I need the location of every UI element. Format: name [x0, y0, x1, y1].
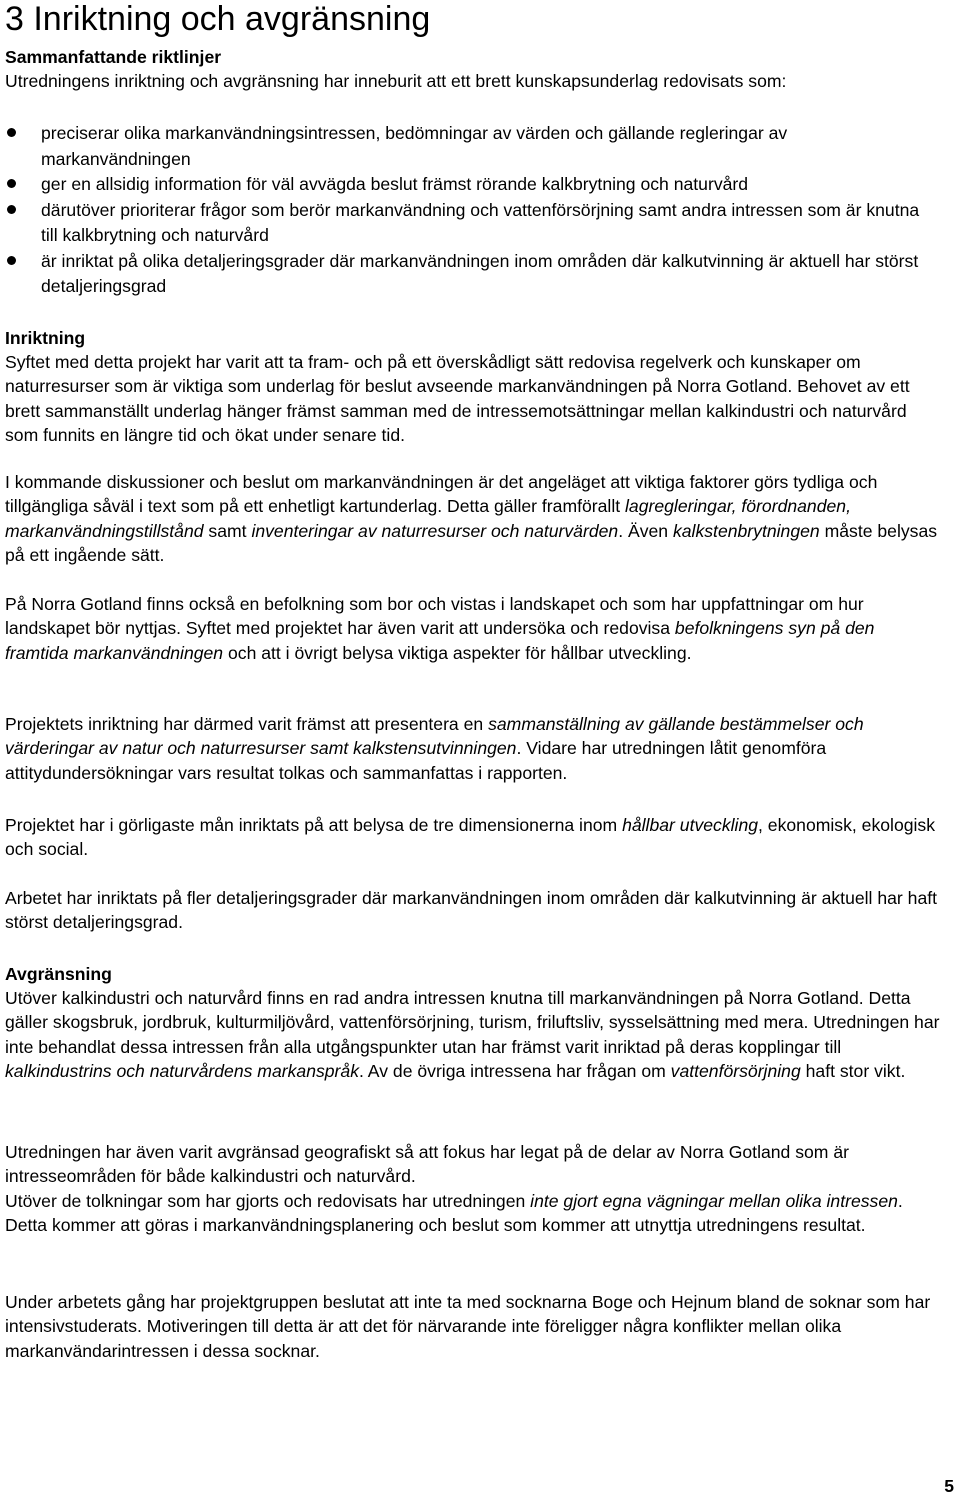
paragraph: Projektet har i görligaste mån inriktats på att belysa de tre dimensionerna inom hållbar utveckling, ekonomisk, ekologisk och social.: [5, 815, 936, 860]
avgransning-heading: Avgränsning: [5, 964, 112, 984]
paragraph-block: [5, 592, 940, 665]
paragraph: På Norra Gotland finns också en befolkning som bor och vistas i landskapet och som har uppfattningar om hur landskapet bör nyttjas. Syftet med projektet har även varit att undersöka och redovisa befolkningens syn på den framtida markanvändningen och att i övrigt belysa viktiga aspekter för hållbar utveckling.: [5, 594, 875, 663]
paragraph: I kommande diskussioner och beslut om markanvändningen är det angeläget att viktiga faktorer görs tydliga och tillgängliga såväl i text som på ett enhetligt kartunderlag. Detta gäller framförallt lagregleringar, förordnanden, markanvändningstillstånd samt inventeringar av naturresurser och naturvärden. Även kalkstenbrytningen måste belysas på ett ingående sätt.: [5, 472, 938, 566]
bullet-icon: [7, 128, 16, 137]
paragraph-block: [5, 886, 940, 935]
bullet-text: ger en allsidig information för väl avvägda beslut främst rörande kalkbrytning och naturvård: [41, 174, 749, 194]
section-title: 3 Inriktning och avgränsning: [5, 0, 431, 38]
inriktning-section: [5, 326, 940, 448]
avgransning-section: [5, 962, 940, 1084]
paragraph: Utredningen har även varit avgränsad geografiskt så att fokus har legat på de delar av Norra Gotland som är intresseområden för både kalkindustri och naturvård.: [5, 1142, 849, 1187]
inriktning-heading: Inriktning: [5, 328, 86, 348]
bullet-text: är inriktat på olika detaljeringsgrader där markanvändningen inom områden där kalkutvinning är aktuell har störst detaljeringsgrad: [41, 250, 919, 296]
paragraph-block: [5, 813, 940, 862]
list-item: [5, 121, 940, 172]
summary-lead: Utredningens inriktning och avgränsning har inneburit att ett brett kunskapsunderlag redovisats som:: [5, 71, 787, 91]
paragraph: Utöver de tolkningar som har gjorts och redovisats har utredningen inte gjort egna vägningar mellan olika intressen. Detta kommer att göras i markanvändningsplanering och beslut som kommer att utnyttja utredningens resultat.: [5, 1190, 903, 1236]
bullet-icon: [7, 256, 16, 265]
summary-bullet-list: [5, 121, 940, 300]
paragraph: Syftet med detta projekt har varit att ta fram- och på ett överskådligt sätt redovisa regelverk och kunskaper om naturresurser som är viktiga som underlag för beslut avseende markanvändningen på Norra Gotland. Behovet av ett brett sammanställt underlag hänger främst samman med de intressemotsättningar mellan kalkindustri och naturvård som funnits en längre tid och ökat under senare tid.: [5, 352, 910, 446]
summary-heading: Sammanfattande riktlinjer: [5, 47, 222, 67]
list-item: [5, 198, 940, 249]
paragraph-block: [5, 1140, 940, 1238]
bullet-text: därutöver prioriterar frågor som berör markanvändning och vattenförsörjning samt andra intressen som är knutna till kalkbrytning och naturvård: [41, 199, 920, 245]
paragraph-block: [5, 712, 940, 785]
paragraph: Utöver kalkindustri och naturvård finns en rad andra intressen knutna till markanvändningen på Norra Gotland. Detta gäller skogsbruk, jordbruk, kulturmiljövård, vattenförsörjning, turism, friluftsliv, sysselsättning med mera. Utredningen har inte behandlat dessa intressen från alla utgångspunkter utan har främst varit inriktad på deras kopplingar till kalkindustrins och naturvårdens markanspråk. Av de övriga intressena har frågan om vattenförsörjning haft stor vikt.: [5, 988, 940, 1082]
page-number: 5: [944, 1476, 954, 1496]
bullet-icon: [7, 205, 16, 214]
paragraph-block: [5, 470, 940, 568]
summary-intro: [5, 45, 940, 93]
list-item: [5, 172, 940, 198]
paragraph: Projektets inriktning har därmed varit främst att presentera en sammanställning av gällande bestämmelser och värderingar av natur och naturresurser samt kalkstensutvinningen. Vidare har utredningen låtit genomföra attitydundersökningar vars resultat tolkas och sammanfattas i rapporten.: [5, 714, 864, 783]
paragraph: Under arbetets gång har projektgruppen beslutat att inte ta med socknarna Boge och Hejnum bland de soknar som har intensivstuderats. Motiveringen till detta är att det för närvarande inte föreligger några konflikter mellan olika markanvändarintressen i dessa socknar.: [5, 1292, 931, 1361]
paragraph: Arbetet har inriktats på fler detaljeringsgrader där markanvändningen inom områden där kalkutvinning är aktuell har haft störst detaljeringsgrad.: [5, 888, 938, 933]
bullet-icon: [7, 179, 16, 188]
bullet-text: preciserar olika markanvändningsintressen, bedömningar av värden och gällande regleringar av markanvändningen: [41, 123, 788, 169]
list-item: [5, 249, 940, 300]
paragraph-block: [5, 1290, 940, 1363]
